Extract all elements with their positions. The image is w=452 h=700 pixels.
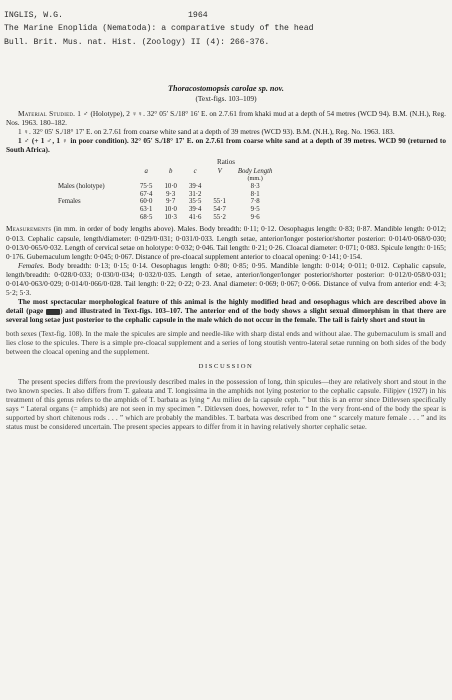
females-paragraph: Females. Body breadth: 0·13; 0·15; 0·14. Oesophagus length: 0·80; 0·85; 0·95. Mandible length: 0·014; 0·011; 0·012. Cephalic capsule, length/breadth: 0·028/0·033; 0·030/0·034; 0·032/0·035. Length of setae, anterior/longer/longer posterior/shorter posterior: 0·012/0·058/0·031; 0·014/0·063/0·029; 0·014/0·066/0·028. Tail length: 0·22; 0·22; 0·23. Anal diameter: 0·069; 0·067; 0·066. Distance of vulva from anterior end: 4·3; 5·2; 5·3.	[6, 260, 446, 298]
year: 1964	[188, 11, 208, 20]
table-row: 68·5 10·3 41·6 55·2 9·6	[140, 213, 260, 221]
material-paragraph-2: 1 ♀. 32° 05′ S./18° 17′ E. on 2.7.61 from coarse white sand at a depth of 39 metres (WCD 93). B.M. (N.H.), Reg. No. 1963. 183.	[18, 127, 395, 137]
measurements-paragraph: Measurements (in mm. in order of body lengths above). Males. Body breadth: 0·11; 0·12. Oesophagus length: 0·83; 0·87. Mandible length: 0·012; 0·013. Cephalic capsule, length/diameter: 0·029/0·031; 0·031/0·033. Length setae, anterior/longer posterior/shorter posterior: 0·014/0·068/0·030; 0·013/0·065/0·032. Length of cervical setae on holotype: 0·032; 0·046. Tail length: 0·21; 0·26. Cloacal diameter: 0·071; 0·083. Spicule length: 0·165; 0·176. Gubernaculum length: 0·045; 0·067. Distance of pre-cloacal supplement anterior to cloacal opening: 0·141; 0·154.	[6, 224, 447, 261]
discussion-paragraph: The present species differs from the previously described males in the possession of long, thin spicules—they are relatively short and stout in the two known species. It also differs from T. galeata and T. longissima in the amphids not lying posterior to the cephalic capsule. Filipjev (1927) in his treatment of this genus refers to the amphids of T. barbata as lying “ Au milieu de la capsule ceph. ” but this is an error since Ditlevsen specifically says “ Lateral organs (= amphids) are not seen in my specimen ”. Ditlevsen does, however, refer to “ In the very front-end of the body the spear is supported by short chitenous rods . . . ” which are probably the mandibles. T. barbata was described from one “ scarcely mature female . . . ” and its status must be considered uncertain. The present species appears to differ from it in having relatively shorter cephalic setae.	[6, 376, 446, 432]
material-paragraph-3: 1 ♂ (+ 1 ♂, 1 ♀ in poor condition). 32° 05′ S./18° 17′ E. on 2.7.61 from coarse white sand at a depth of 39 metres. WCD 90 (returned to South Africa).	[6, 136, 446, 155]
article-title: The Marine Enoplida (Nematoda): a comparative study of the head	[4, 23, 314, 33]
journal-citation: Bull. Brit. Mus. nat. Hist. (Zoology) II (4): 266-376.	[4, 38, 270, 48]
table-row: 63·1 10·0 39·4 54·7 9·5	[140, 206, 260, 214]
table-row: Males (holotype) 75·5 10·0 39·4 8·3	[58, 182, 260, 190]
discussion-heading: DISCUSSION	[198, 362, 254, 370]
ratios-table	[58, 168, 278, 222]
measurements-label: Measurements	[6, 224, 52, 234]
ratios-unit-row: (mm.)	[247, 175, 263, 183]
spectacular-paragraph: The most spectacular morphological feature of this animal is the highly modified head and oesophagus which are described above in detail (page ) and illustrated in Text-figs. 103–107. The anterior end of the body shows a slight sexual dimorphism in that there are several long setae just posterior to the cephalic capsule in the male which do not occur in the female. The tail is fairly short and stout in	[6, 297, 446, 325]
table-row: Females 60·0 9·7 35·5 55·1 7·8	[58, 198, 260, 206]
species-title: Thoracostomopsis carolae sp. nov.	[168, 84, 284, 93]
table-row: 67·4 9·3 31·2 8·1	[140, 190, 260, 198]
ratios-title: Ratios	[217, 158, 235, 167]
citation-header	[4, 10, 448, 50]
material-paragraph-1: Material Studied. 1 ♂ (Holotype), 2 ♀♀. 32° 05′ S./18° 16′ E. on 2.7.61 from khaki mud at a depth of 54 metres (WCD 94). B.M. (N.H.), Reg. Nos. 1963. 180–182.	[6, 109, 447, 128]
author: INGLIS, W.G.	[4, 11, 63, 20]
document-page	[6, 84, 446, 431]
ratios-header-row: a b c V Body Length	[144, 167, 273, 175]
spicule-paragraph: both sexes (Text-fig. 108). In the male the spicules are simple and needle-like with sharp distal ends and without alae. The gubernaculum is small and lies close to the spicules. There is a simple pre-cloacal supplement and a series of long stoutish ventro-lateral setae running on both sides of the body between the cloacal opening and the supplement.	[6, 328, 446, 356]
material-label: Material Studied.	[18, 109, 76, 118]
species-figs: (Text-figs. 103–109)	[195, 94, 257, 103]
females-label: Females.	[18, 260, 45, 270]
page-ref-redaction	[46, 309, 60, 315]
